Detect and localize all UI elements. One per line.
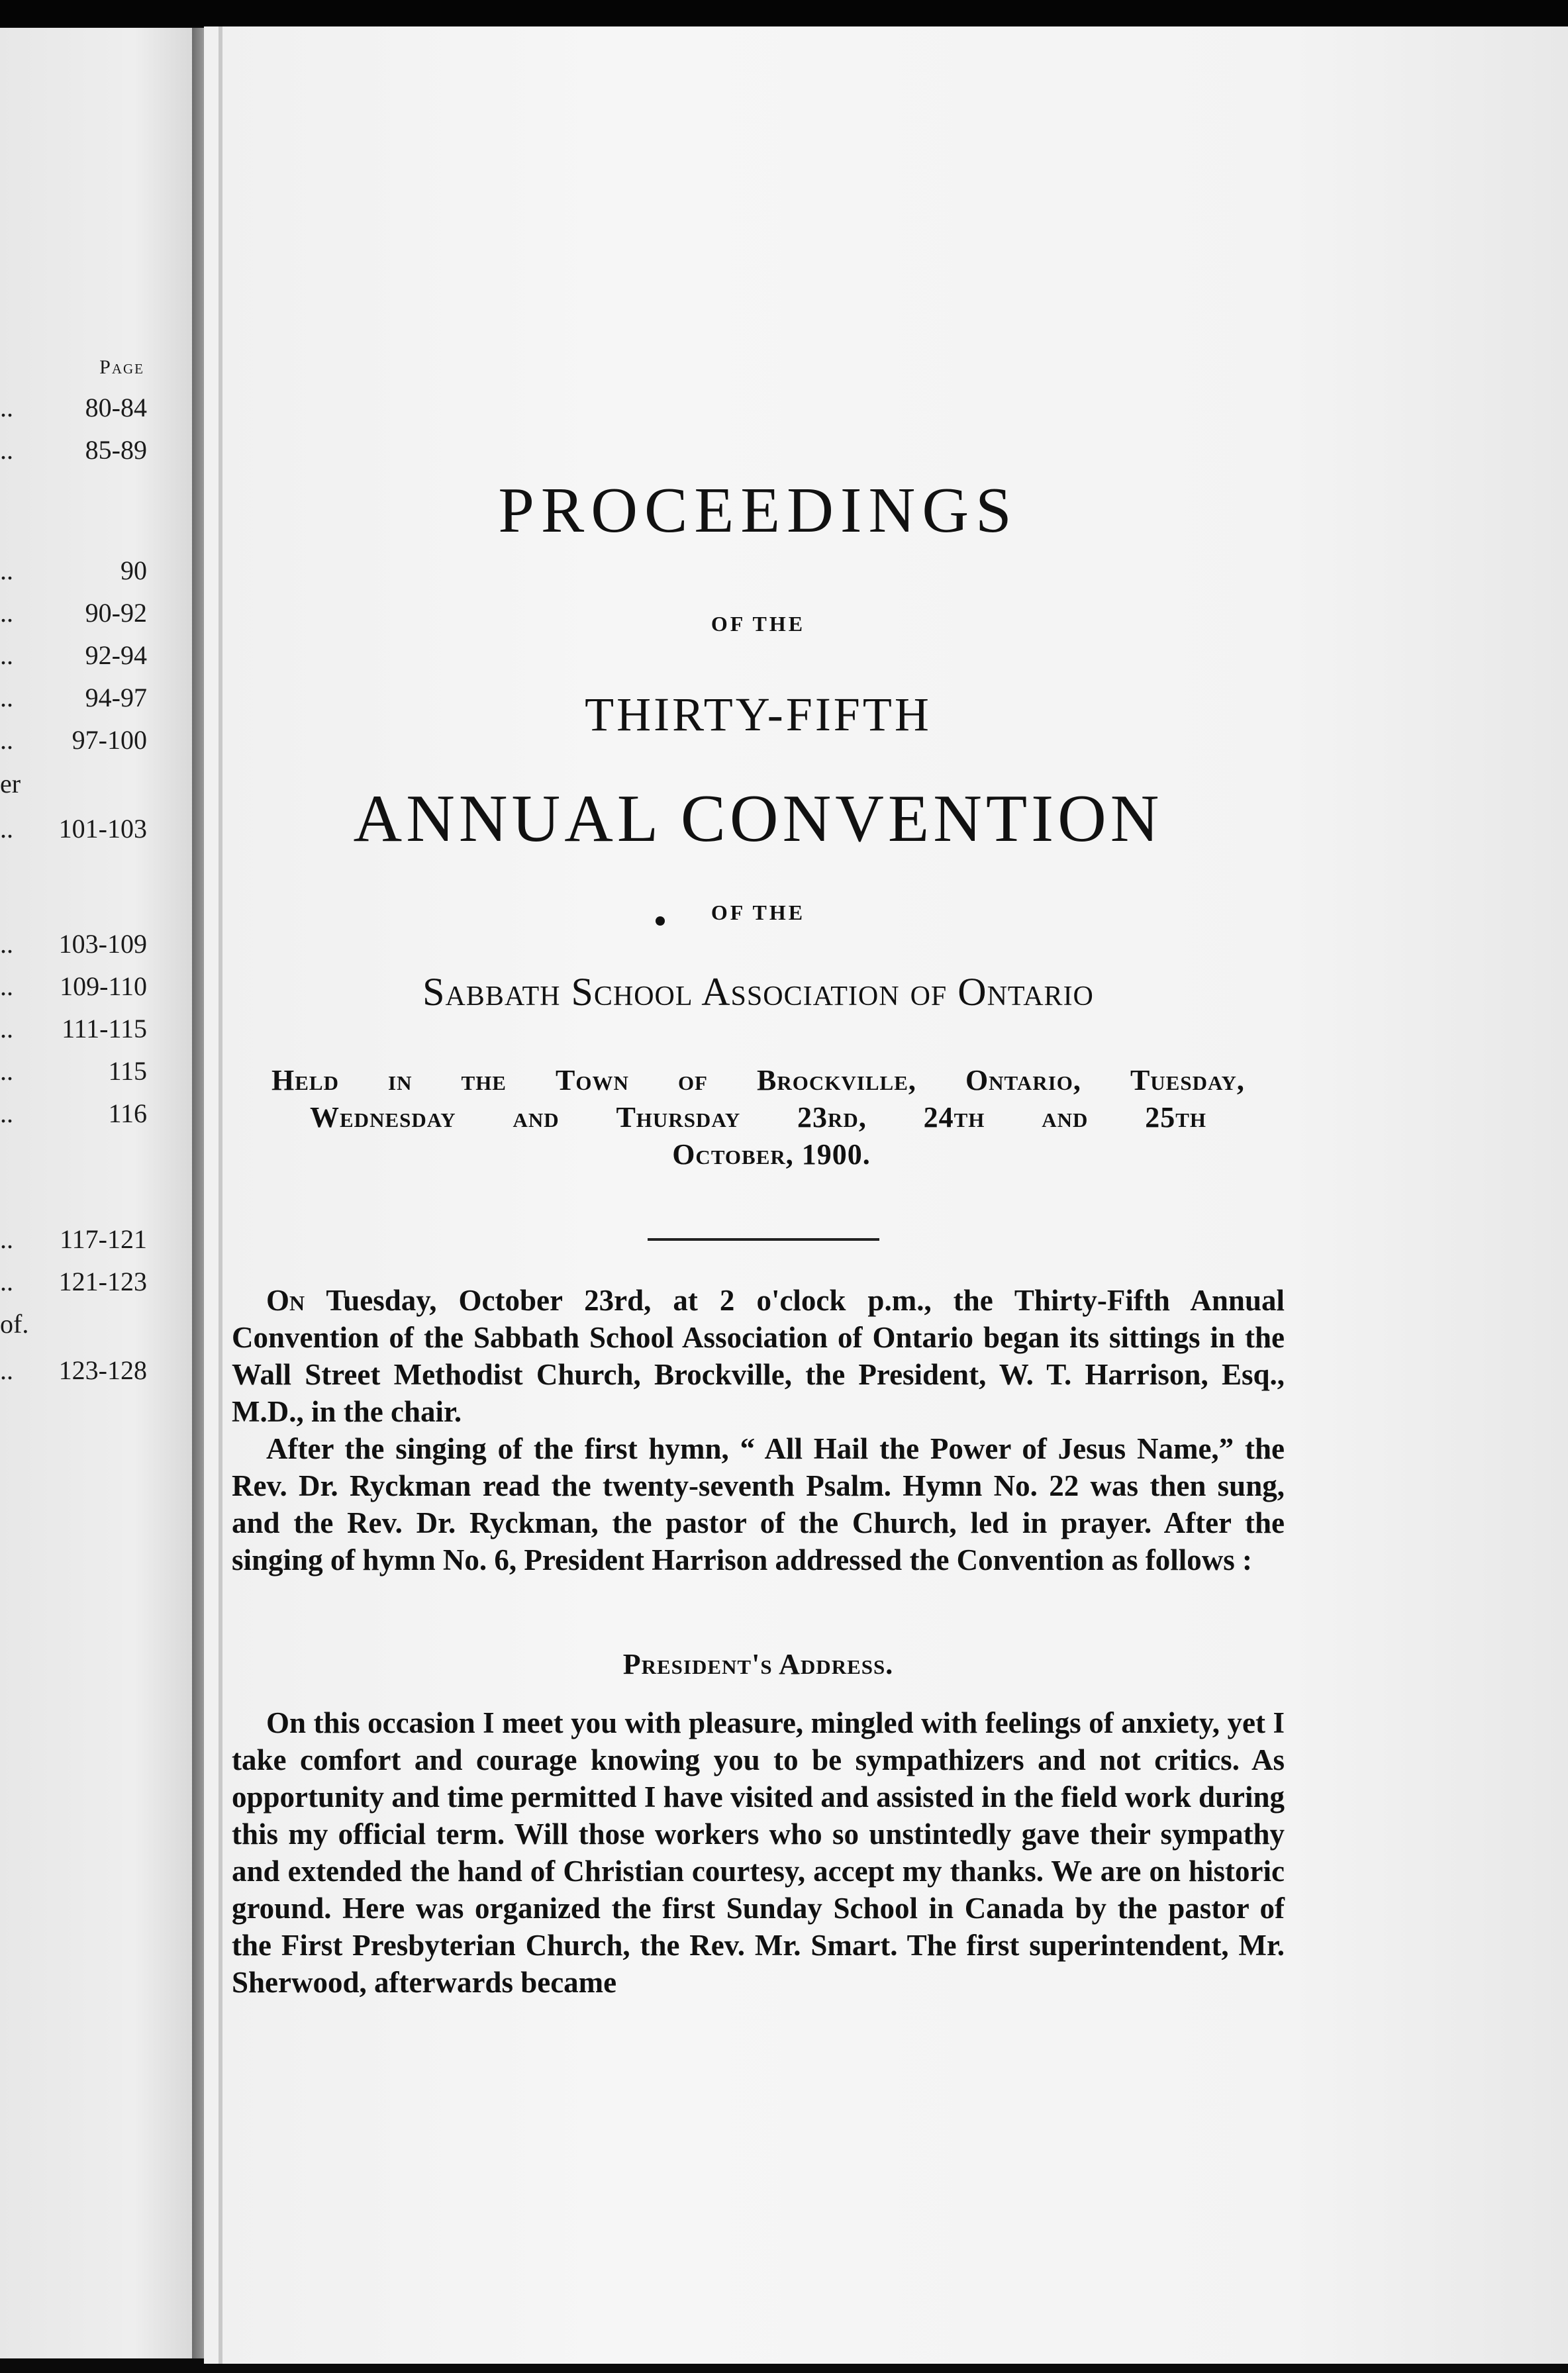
title-proceedings: PROCEEDINGS: [498, 475, 1018, 546]
toc-row: .. 123-128: [0, 1355, 147, 1385]
paragraph-address: On this occasion I meet you with pleasure, mingled with feelings of anxiety, yet I take comfort and courage knowing you to be sympathizers and not critics. As opportunity and time permitted I have visited and assisted in the field work during this my official term. Will those workers who so unstintedly gave their sympathy and extended the hand of Christian courtesy, accept my thanks. We are on historic ground. Here was organized the first Sunday School in Canada by the pastor of the First Presbyterian Church, the Rev. Mr. Smart. The first superintendent, Mr. Sherwood, afterwards became: [232, 1706, 1285, 1999]
details-line-3: October, 1900.: [672, 1138, 871, 1171]
toc-fragment-er: er: [0, 769, 21, 799]
right-page: [204, 26, 1568, 2364]
association-name: Sabbath School Association of Ontario: [422, 970, 1094, 1014]
presidents-address-heading: President's Address.: [622, 1648, 894, 1680]
toc-row: .. 121-123: [0, 1267, 147, 1296]
toc-row: .. 101-103: [0, 814, 147, 844]
ink-speck: [656, 916, 665, 926]
toc-row: .. 92-94: [0, 640, 147, 670]
title-annual-convention: ANNUAL CONVENTION: [353, 781, 1163, 856]
toc-row: .. 109-110: [0, 971, 147, 1001]
toc-row: .. 94-97: [0, 683, 147, 712]
title-of-the: OF THE: [710, 612, 806, 636]
toc-row: .. 111-115: [0, 1014, 147, 1043]
left-facing-page: [0, 28, 192, 2358]
toc-page-heading: Page: [99, 356, 144, 378]
toc-row: .. 117-121: [0, 1224, 147, 1254]
toc-row: .. 97-100: [0, 725, 147, 755]
toc-row: .. 115: [0, 1056, 147, 1086]
opening-paragraphs: [232, 1282, 1285, 1578]
book-gutter: [192, 28, 204, 2358]
address-body: [232, 1704, 1285, 2001]
toc-row: .. 80-84: [0, 393, 147, 422]
convention-details: [271, 1062, 1245, 1173]
toc-fragment-of: of.: [0, 1309, 29, 1339]
title-thirty-fifth: THIRTY-FIFTH: [585, 688, 932, 741]
toc-row: .. 116: [0, 1098, 147, 1128]
paragraph-opening: On Tuesday, October 23rd, at 2 o'clock p.m., the Thirty-Fifth Annual Convention of the Sabbath School Association of Ontario began its sittings in the Wall Street Methodist Church, Brockville, the President, W. T. Harrison, Esq., M.D., in the chair.: [232, 1284, 1285, 1428]
toc-row: .. 103-109: [0, 929, 147, 959]
details-line-2: Wednesday and Thursday 23rd, 24th and 25th: [310, 1101, 1206, 1134]
details-line-1: Held in the Town of Brockville, Ontario, Tuesday,: [271, 1064, 1245, 1096]
toc-row: .. 90: [0, 556, 147, 585]
section-rule: [648, 1238, 879, 1241]
title-of-the-second: OF THE: [710, 900, 806, 924]
toc-row: .. 85-89: [0, 435, 147, 465]
paragraph-hymn: After the singing of the first hymn, “ All Hail the Power of Jesus Name,” the Rev. Dr. Ryckman read the twenty-seventh Psalm. Hymn No. 22 was then sung, and the Rev. Dr. Ryckman, the pastor of the Church, led in prayer. After the singing of hymn No. 6, President Harrison addressed the Convention as follows :: [232, 1432, 1285, 1576]
table-of-contents-fragment: [0, 28, 192, 2345]
page-fold-shadow: [219, 26, 222, 2364]
toc-row: .. 90-92: [0, 598, 147, 628]
top-scan-border: [0, 0, 1568, 26]
